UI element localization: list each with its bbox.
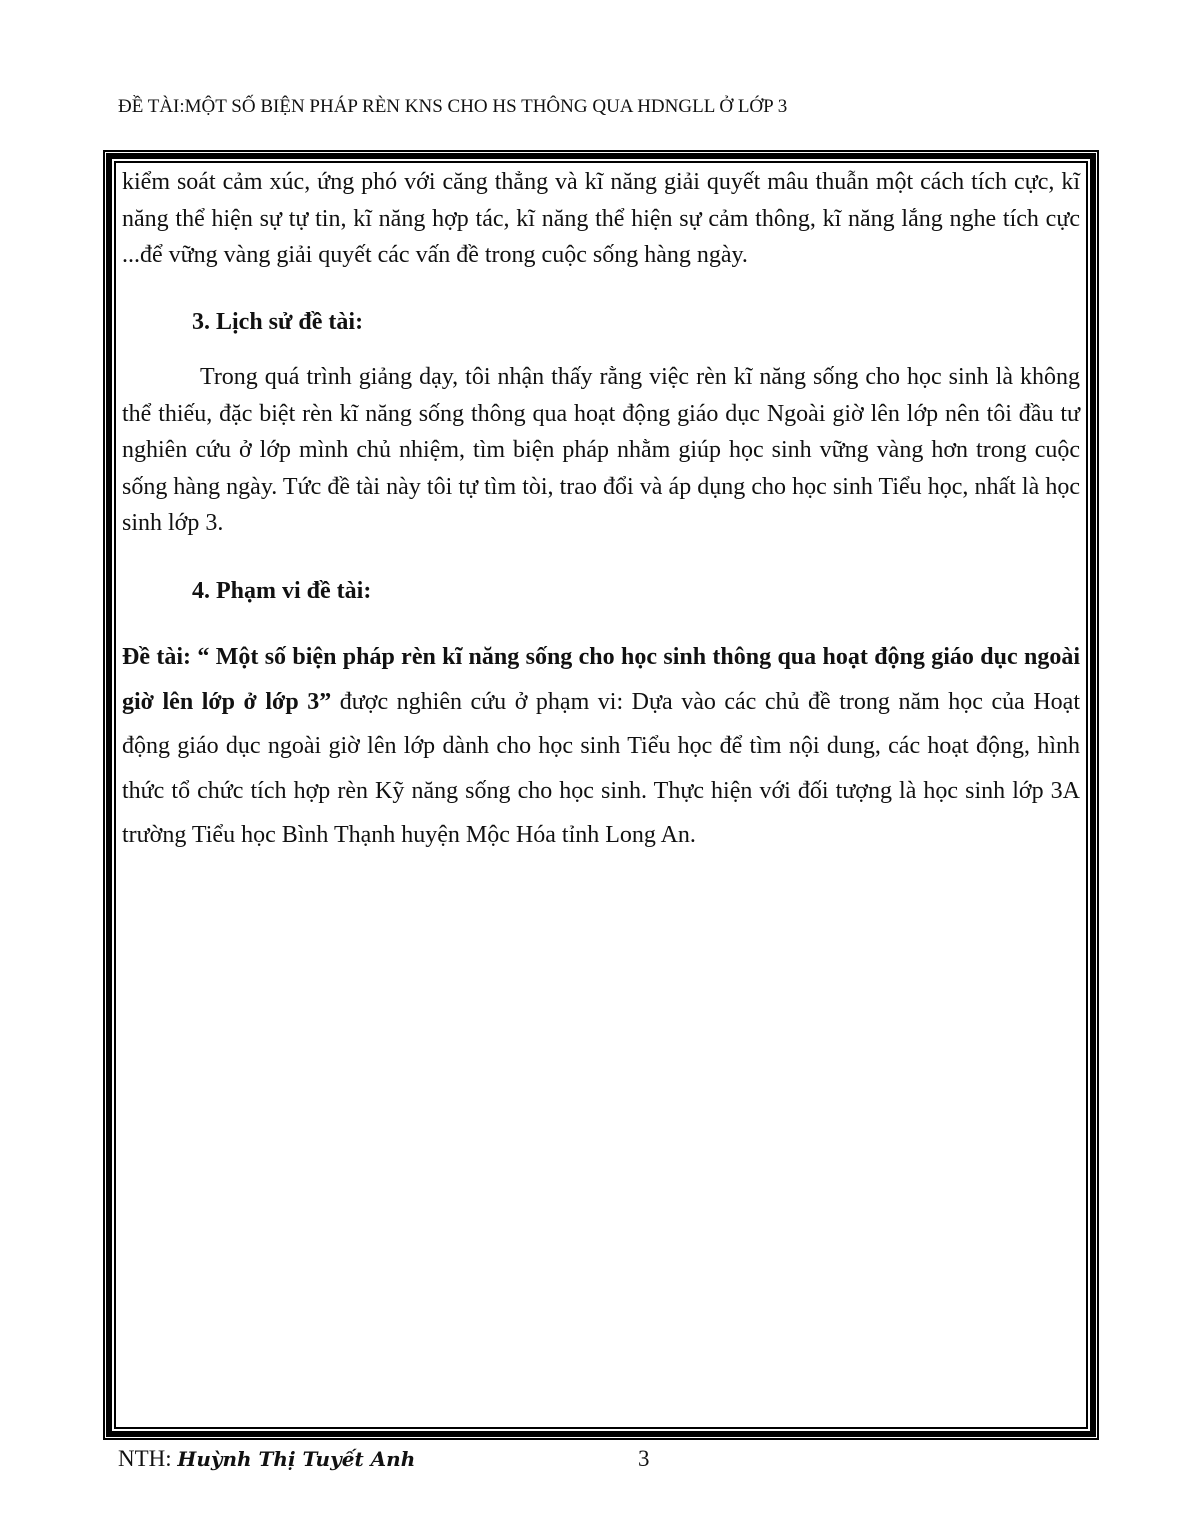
paragraph-history: Trong quá trình giảng dạy, tôi nhận thấy rằng việc rèn kĩ năng sống cho học sinh là không thể thiếu, đặc biệt rèn kĩ năng sống thông qua hoạt động giáo dục Ngoài giờ lên lớp nên tôi đầu tư nghiên cứu ở lớp mình chủ nhiệm, tìm biện pháp nhằm giúp học sinh vững vàng hơn trong cuộc sống hàng ngày. Tức đề tài này tôi tự tìm tòi, trao đổi và áp dụng cho học sinh Tiểu học, nhất là học sinh lớp 3. bbox=[122, 364, 1080, 536]
running-header: ĐỀ TÀI:MỘT SỐ BIỆN PHÁP RÈN KNS CHO HS THÔNG QUA HDNGLL Ở LỚP 3 bbox=[118, 96, 788, 117]
footer-author bbox=[118, 1446, 415, 1472]
author-label: NTH: bbox=[118, 1446, 178, 1471]
section-heading-scope: 4. Phạm vi đề tài: bbox=[192, 577, 372, 604]
topic-title-bold: Đề tài: “ Một số biện pháp rèn kĩ năng sống cho học sinh thông qua hoạt động giáo dục ngoài giờ lên lớp ở lớp 3” bbox=[122, 644, 1080, 715]
paragraph-continued: kiểm soát cảm xúc, ứng phó với căng thẳng và kĩ năng giải quyết mâu thuẫn một cách tích cực, kĩ năng thể hiện sự tự tin, kĩ năng hợp tác, kĩ năng thể hiện sự cảm thông, kĩ năng lắng nghe tích cực ...để vững vàng giải quyết các vấn đề trong cuộc sống hàng ngày. bbox=[122, 169, 1080, 268]
scope-description: được nghiên cứu ở phạm vi: Dựa vào các chủ đề trong năm học của Hoạt động giáo dục ngoài giờ lên lớp dành cho học sinh Tiểu học để tìm nội dung, các hoạt động, hình thức tổ chức tích hợp rèn Kỹ năng sống cho học sinh. Thực hiện với đối tượng là học sinh lớp 3A trường Tiểu học Bình Thạnh huyện Mộc Hóa tỉnh Long An. bbox=[122, 688, 1080, 848]
author-name: Huỳnh Thị Tuyết Anh bbox=[177, 1447, 416, 1471]
section-heading-history: 3. Lịch sử đề tài: bbox=[192, 308, 364, 335]
paragraph-scope bbox=[122, 635, 1080, 858]
page-number: 3 bbox=[638, 1446, 650, 1471]
document-body bbox=[122, 164, 1080, 858]
